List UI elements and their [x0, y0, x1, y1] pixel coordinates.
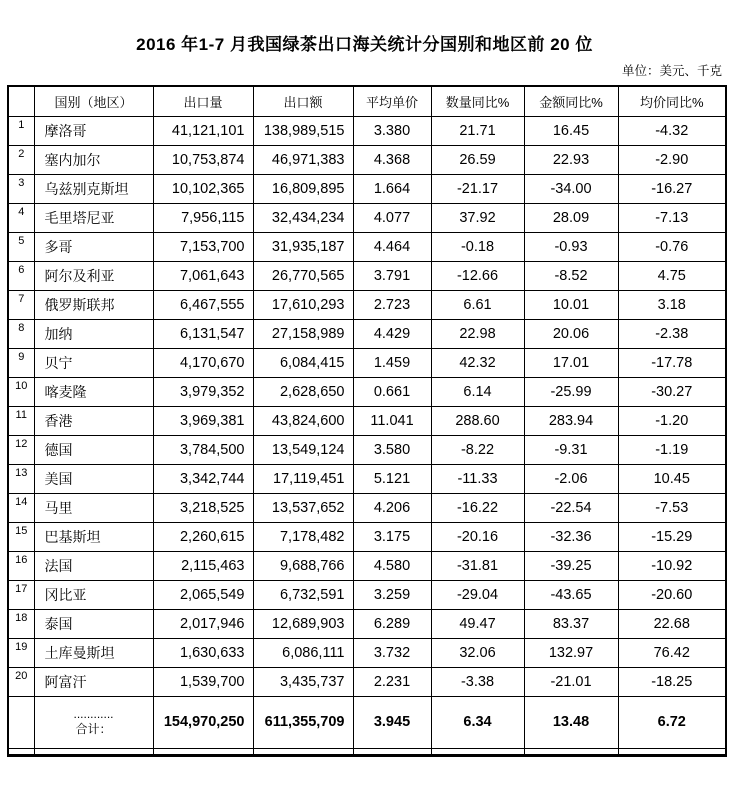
- row-qty-yoy: 21.71: [431, 116, 524, 145]
- total-dots: ............: [73, 707, 114, 721]
- row-export-qty: 4,170,670: [153, 348, 253, 377]
- row-price-yoy: -1.19: [618, 435, 726, 464]
- table-row: [8, 551, 726, 580]
- row-country: 土库曼斯坦: [34, 638, 153, 667]
- row-export-amount: 16,809,895: [253, 174, 353, 203]
- row-country: 德国: [34, 435, 153, 464]
- header-export-amount: 出口额: [253, 86, 353, 116]
- row-export-amount: 3,435,737: [253, 667, 353, 696]
- row-country: 马里: [34, 493, 153, 522]
- row-export-amount: 138,989,515: [253, 116, 353, 145]
- row-country: 法国: [34, 551, 153, 580]
- row-price-yoy: 76.42: [618, 638, 726, 667]
- row-export-qty: 10,102,365: [153, 174, 253, 203]
- header-avg-price: 平均单价: [353, 86, 431, 116]
- total-export-qty: 154,970,250: [153, 696, 253, 748]
- table-row: [8, 464, 726, 493]
- total-rank-cell: [8, 696, 34, 748]
- row-export-qty: 3,969,381: [153, 406, 253, 435]
- row-avg-price: 2.723: [353, 290, 431, 319]
- table-row: [8, 290, 726, 319]
- row-avg-price: 1.664: [353, 174, 431, 203]
- row-avg-price: 4.206: [353, 493, 431, 522]
- table-row: [8, 435, 726, 464]
- row-export-qty: 10,753,874: [153, 145, 253, 174]
- row-amount-yoy: -25.99: [524, 377, 618, 406]
- row-price-yoy: 22.68: [618, 609, 726, 638]
- row-export-amount: 46,971,383: [253, 145, 353, 174]
- row-price-yoy: 4.75: [618, 261, 726, 290]
- row-avg-price: 0.661: [353, 377, 431, 406]
- row-country: 喀麦隆: [34, 377, 153, 406]
- row-amount-yoy: 10.01: [524, 290, 618, 319]
- row-export-qty: 2,115,463: [153, 551, 253, 580]
- bottom-spacer-row: [8, 748, 726, 755]
- row-rank: 7: [8, 290, 34, 319]
- row-export-amount: 43,824,600: [253, 406, 353, 435]
- header-country: 国别（地区）: [34, 86, 153, 116]
- export-stats-table: [7, 85, 727, 757]
- row-rank: 14: [8, 493, 34, 522]
- row-export-qty: 7,061,643: [153, 261, 253, 290]
- row-rank: 9: [8, 348, 34, 377]
- row-country: 巴基斯坦: [34, 522, 153, 551]
- row-export-qty: 2,260,615: [153, 522, 253, 551]
- row-country: 俄罗斯联邦: [34, 290, 153, 319]
- row-amount-yoy: -2.06: [524, 464, 618, 493]
- row-rank: 1: [8, 116, 34, 145]
- row-qty-yoy: -29.04: [431, 580, 524, 609]
- table-row: [8, 493, 726, 522]
- row-export-qty: 1,539,700: [153, 667, 253, 696]
- total-label-cell: [34, 696, 153, 748]
- row-qty-yoy: 22.98: [431, 319, 524, 348]
- row-rank: 12: [8, 435, 34, 464]
- row-export-amount: 2,628,650: [253, 377, 353, 406]
- row-qty-yoy: -3.38: [431, 667, 524, 696]
- row-export-amount: 12,689,903: [253, 609, 353, 638]
- row-country: 阿富汗: [34, 667, 153, 696]
- row-qty-yoy: -16.22: [431, 493, 524, 522]
- row-country: 香港: [34, 406, 153, 435]
- row-rank: 19: [8, 638, 34, 667]
- total-avg-price: 3.945: [353, 696, 431, 748]
- row-price-yoy: -7.13: [618, 203, 726, 232]
- row-export-qty: 3,342,744: [153, 464, 253, 493]
- row-avg-price: 3.732: [353, 638, 431, 667]
- row-avg-price: 4.077: [353, 203, 431, 232]
- row-qty-yoy: -20.16: [431, 522, 524, 551]
- row-avg-price: 4.429: [353, 319, 431, 348]
- table-row: [8, 261, 726, 290]
- row-amount-yoy: -32.36: [524, 522, 618, 551]
- row-rank: 2: [8, 145, 34, 174]
- row-amount-yoy: 22.93: [524, 145, 618, 174]
- table-row: [8, 145, 726, 174]
- table-row: [8, 116, 726, 145]
- row-export-qty: 6,131,547: [153, 319, 253, 348]
- row-price-yoy: -10.92: [618, 551, 726, 580]
- table-row: [8, 638, 726, 667]
- row-rank: 4: [8, 203, 34, 232]
- row-export-amount: 31,935,187: [253, 232, 353, 261]
- row-amount-yoy: -8.52: [524, 261, 618, 290]
- table-row: [8, 667, 726, 696]
- row-price-yoy: -15.29: [618, 522, 726, 551]
- row-country: 贝宁: [34, 348, 153, 377]
- row-export-amount: 6,084,415: [253, 348, 353, 377]
- table-row: [8, 348, 726, 377]
- row-qty-yoy: 6.61: [431, 290, 524, 319]
- row-export-qty: 3,784,500: [153, 435, 253, 464]
- header-qty-yoy: 数量同比%: [431, 86, 524, 116]
- table-body: [8, 116, 726, 696]
- row-export-qty: 1,630,633: [153, 638, 253, 667]
- row-rank: 13: [8, 464, 34, 493]
- row-qty-yoy: 32.06: [431, 638, 524, 667]
- table-row: [8, 174, 726, 203]
- row-rank: 18: [8, 609, 34, 638]
- row-avg-price: 4.464: [353, 232, 431, 261]
- header-amount-yoy: 金额同比%: [524, 86, 618, 116]
- row-price-yoy: -17.78: [618, 348, 726, 377]
- page-title: 2016 年1-7 月我国绿茶出口海关统计分国别和地区前 20 位: [136, 35, 593, 54]
- row-price-yoy: -2.38: [618, 319, 726, 348]
- row-amount-yoy: 283.94: [524, 406, 618, 435]
- row-country: 泰国: [34, 609, 153, 638]
- row-rank: 15: [8, 522, 34, 551]
- total-amount-yoy: 13.48: [524, 696, 618, 748]
- row-price-yoy: -30.27: [618, 377, 726, 406]
- row-export-qty: 3,218,525: [153, 493, 253, 522]
- row-qty-yoy: 6.14: [431, 377, 524, 406]
- row-export-qty: 2,065,549: [153, 580, 253, 609]
- row-avg-price: 3.175: [353, 522, 431, 551]
- row-price-yoy: -18.25: [618, 667, 726, 696]
- row-price-yoy: -2.90: [618, 145, 726, 174]
- row-export-qty: 7,153,700: [153, 232, 253, 261]
- row-rank: 8: [8, 319, 34, 348]
- row-export-amount: 17,119,451: [253, 464, 353, 493]
- header-export-qty: 出口量: [153, 86, 253, 116]
- row-qty-yoy: -12.66: [431, 261, 524, 290]
- row-avg-price: 4.368: [353, 145, 431, 174]
- row-rank: 16: [8, 551, 34, 580]
- row-qty-yoy: 37.92: [431, 203, 524, 232]
- row-export-amount: 9,688,766: [253, 551, 353, 580]
- total-qty-yoy: 6.34: [431, 696, 524, 748]
- table-row: [8, 377, 726, 406]
- row-export-qty: 41,121,101: [153, 116, 253, 145]
- table-row: [8, 203, 726, 232]
- row-amount-yoy: -0.93: [524, 232, 618, 261]
- row-country: 毛里塔尼亚: [34, 203, 153, 232]
- row-amount-yoy: 83.37: [524, 609, 618, 638]
- row-export-amount: 27,158,989: [253, 319, 353, 348]
- unit-note: 单位：美元、千克: [621, 64, 722, 78]
- row-amount-yoy: 20.06: [524, 319, 618, 348]
- row-amount-yoy: 132.97: [524, 638, 618, 667]
- row-price-yoy: 3.18: [618, 290, 726, 319]
- row-rank: 20: [8, 667, 34, 696]
- table-row: [8, 406, 726, 435]
- row-amount-yoy: -22.54: [524, 493, 618, 522]
- row-country: 多哥: [34, 232, 153, 261]
- total-row: [8, 696, 726, 748]
- row-qty-yoy: -31.81: [431, 551, 524, 580]
- row-rank: 3: [8, 174, 34, 203]
- row-avg-price: 3.380: [353, 116, 431, 145]
- row-avg-price: 3.580: [353, 435, 431, 464]
- row-export-amount: 6,086,111: [253, 638, 353, 667]
- table-row: [8, 232, 726, 261]
- row-price-yoy: -16.27: [618, 174, 726, 203]
- row-price-yoy: -7.53: [618, 493, 726, 522]
- header-rank: [8, 86, 34, 116]
- row-price-yoy: -20.60: [618, 580, 726, 609]
- row-export-qty: 6,467,555: [153, 290, 253, 319]
- row-export-amount: 7,178,482: [253, 522, 353, 551]
- row-avg-price: 1.459: [353, 348, 431, 377]
- row-avg-price: 4.580: [353, 551, 431, 580]
- table-row: [8, 522, 726, 551]
- row-qty-yoy: -8.22: [431, 435, 524, 464]
- row-avg-price: 3.259: [353, 580, 431, 609]
- row-country: 阿尔及利亚: [34, 261, 153, 290]
- row-export-amount: 13,549,124: [253, 435, 353, 464]
- row-avg-price: 5.121: [353, 464, 431, 493]
- row-export-amount: 26,770,565: [253, 261, 353, 290]
- row-qty-yoy: -0.18: [431, 232, 524, 261]
- table-row: [8, 580, 726, 609]
- row-export-amount: 6,732,591: [253, 580, 353, 609]
- row-rank: 11: [8, 406, 34, 435]
- row-avg-price: 6.289: [353, 609, 431, 638]
- row-amount-yoy: -21.01: [524, 667, 618, 696]
- row-rank: 17: [8, 580, 34, 609]
- row-country: 冈比亚: [34, 580, 153, 609]
- row-export-amount: 17,610,293: [253, 290, 353, 319]
- row-country: 美国: [34, 464, 153, 493]
- row-amount-yoy: -39.25: [524, 551, 618, 580]
- row-price-yoy: -1.20: [618, 406, 726, 435]
- total-price-yoy: 6.72: [618, 696, 726, 748]
- row-qty-yoy: 49.47: [431, 609, 524, 638]
- row-export-qty: 2,017,946: [153, 609, 253, 638]
- row-rank: 6: [8, 261, 34, 290]
- row-qty-yoy: 26.59: [431, 145, 524, 174]
- table-row: [8, 319, 726, 348]
- row-amount-yoy: -9.31: [524, 435, 618, 464]
- header-price-yoy: 均价同比%: [618, 86, 726, 116]
- row-export-amount: 13,537,652: [253, 493, 353, 522]
- row-qty-yoy: -21.17: [431, 174, 524, 203]
- row-export-amount: 32,434,234: [253, 203, 353, 232]
- row-price-yoy: -0.76: [618, 232, 726, 261]
- row-rank: 10: [8, 377, 34, 406]
- row-qty-yoy: 42.32: [431, 348, 524, 377]
- row-amount-yoy: 16.45: [524, 116, 618, 145]
- row-country: 摩洛哥: [34, 116, 153, 145]
- total-label: 合计：: [75, 722, 112, 736]
- table-header-row: [8, 86, 726, 116]
- row-amount-yoy: -34.00: [524, 174, 618, 203]
- row-country: 加纳: [34, 319, 153, 348]
- row-amount-yoy: 28.09: [524, 203, 618, 232]
- table-row: [8, 609, 726, 638]
- row-price-yoy: -4.32: [618, 116, 726, 145]
- row-amount-yoy: -43.65: [524, 580, 618, 609]
- row-amount-yoy: 17.01: [524, 348, 618, 377]
- total-export-amount: 611,355,709: [253, 696, 353, 748]
- row-avg-price: 2.231: [353, 667, 431, 696]
- row-avg-price: 3.791: [353, 261, 431, 290]
- row-avg-price: 11.041: [353, 406, 431, 435]
- row-rank: 5: [8, 232, 34, 261]
- row-qty-yoy: -11.33: [431, 464, 524, 493]
- row-country: 乌兹别克斯坦: [34, 174, 153, 203]
- row-export-qty: 7,956,115: [153, 203, 253, 232]
- row-price-yoy: 10.45: [618, 464, 726, 493]
- row-country: 塞内加尔: [34, 145, 153, 174]
- row-export-qty: 3,979,352: [153, 377, 253, 406]
- row-qty-yoy: 288.60: [431, 406, 524, 435]
